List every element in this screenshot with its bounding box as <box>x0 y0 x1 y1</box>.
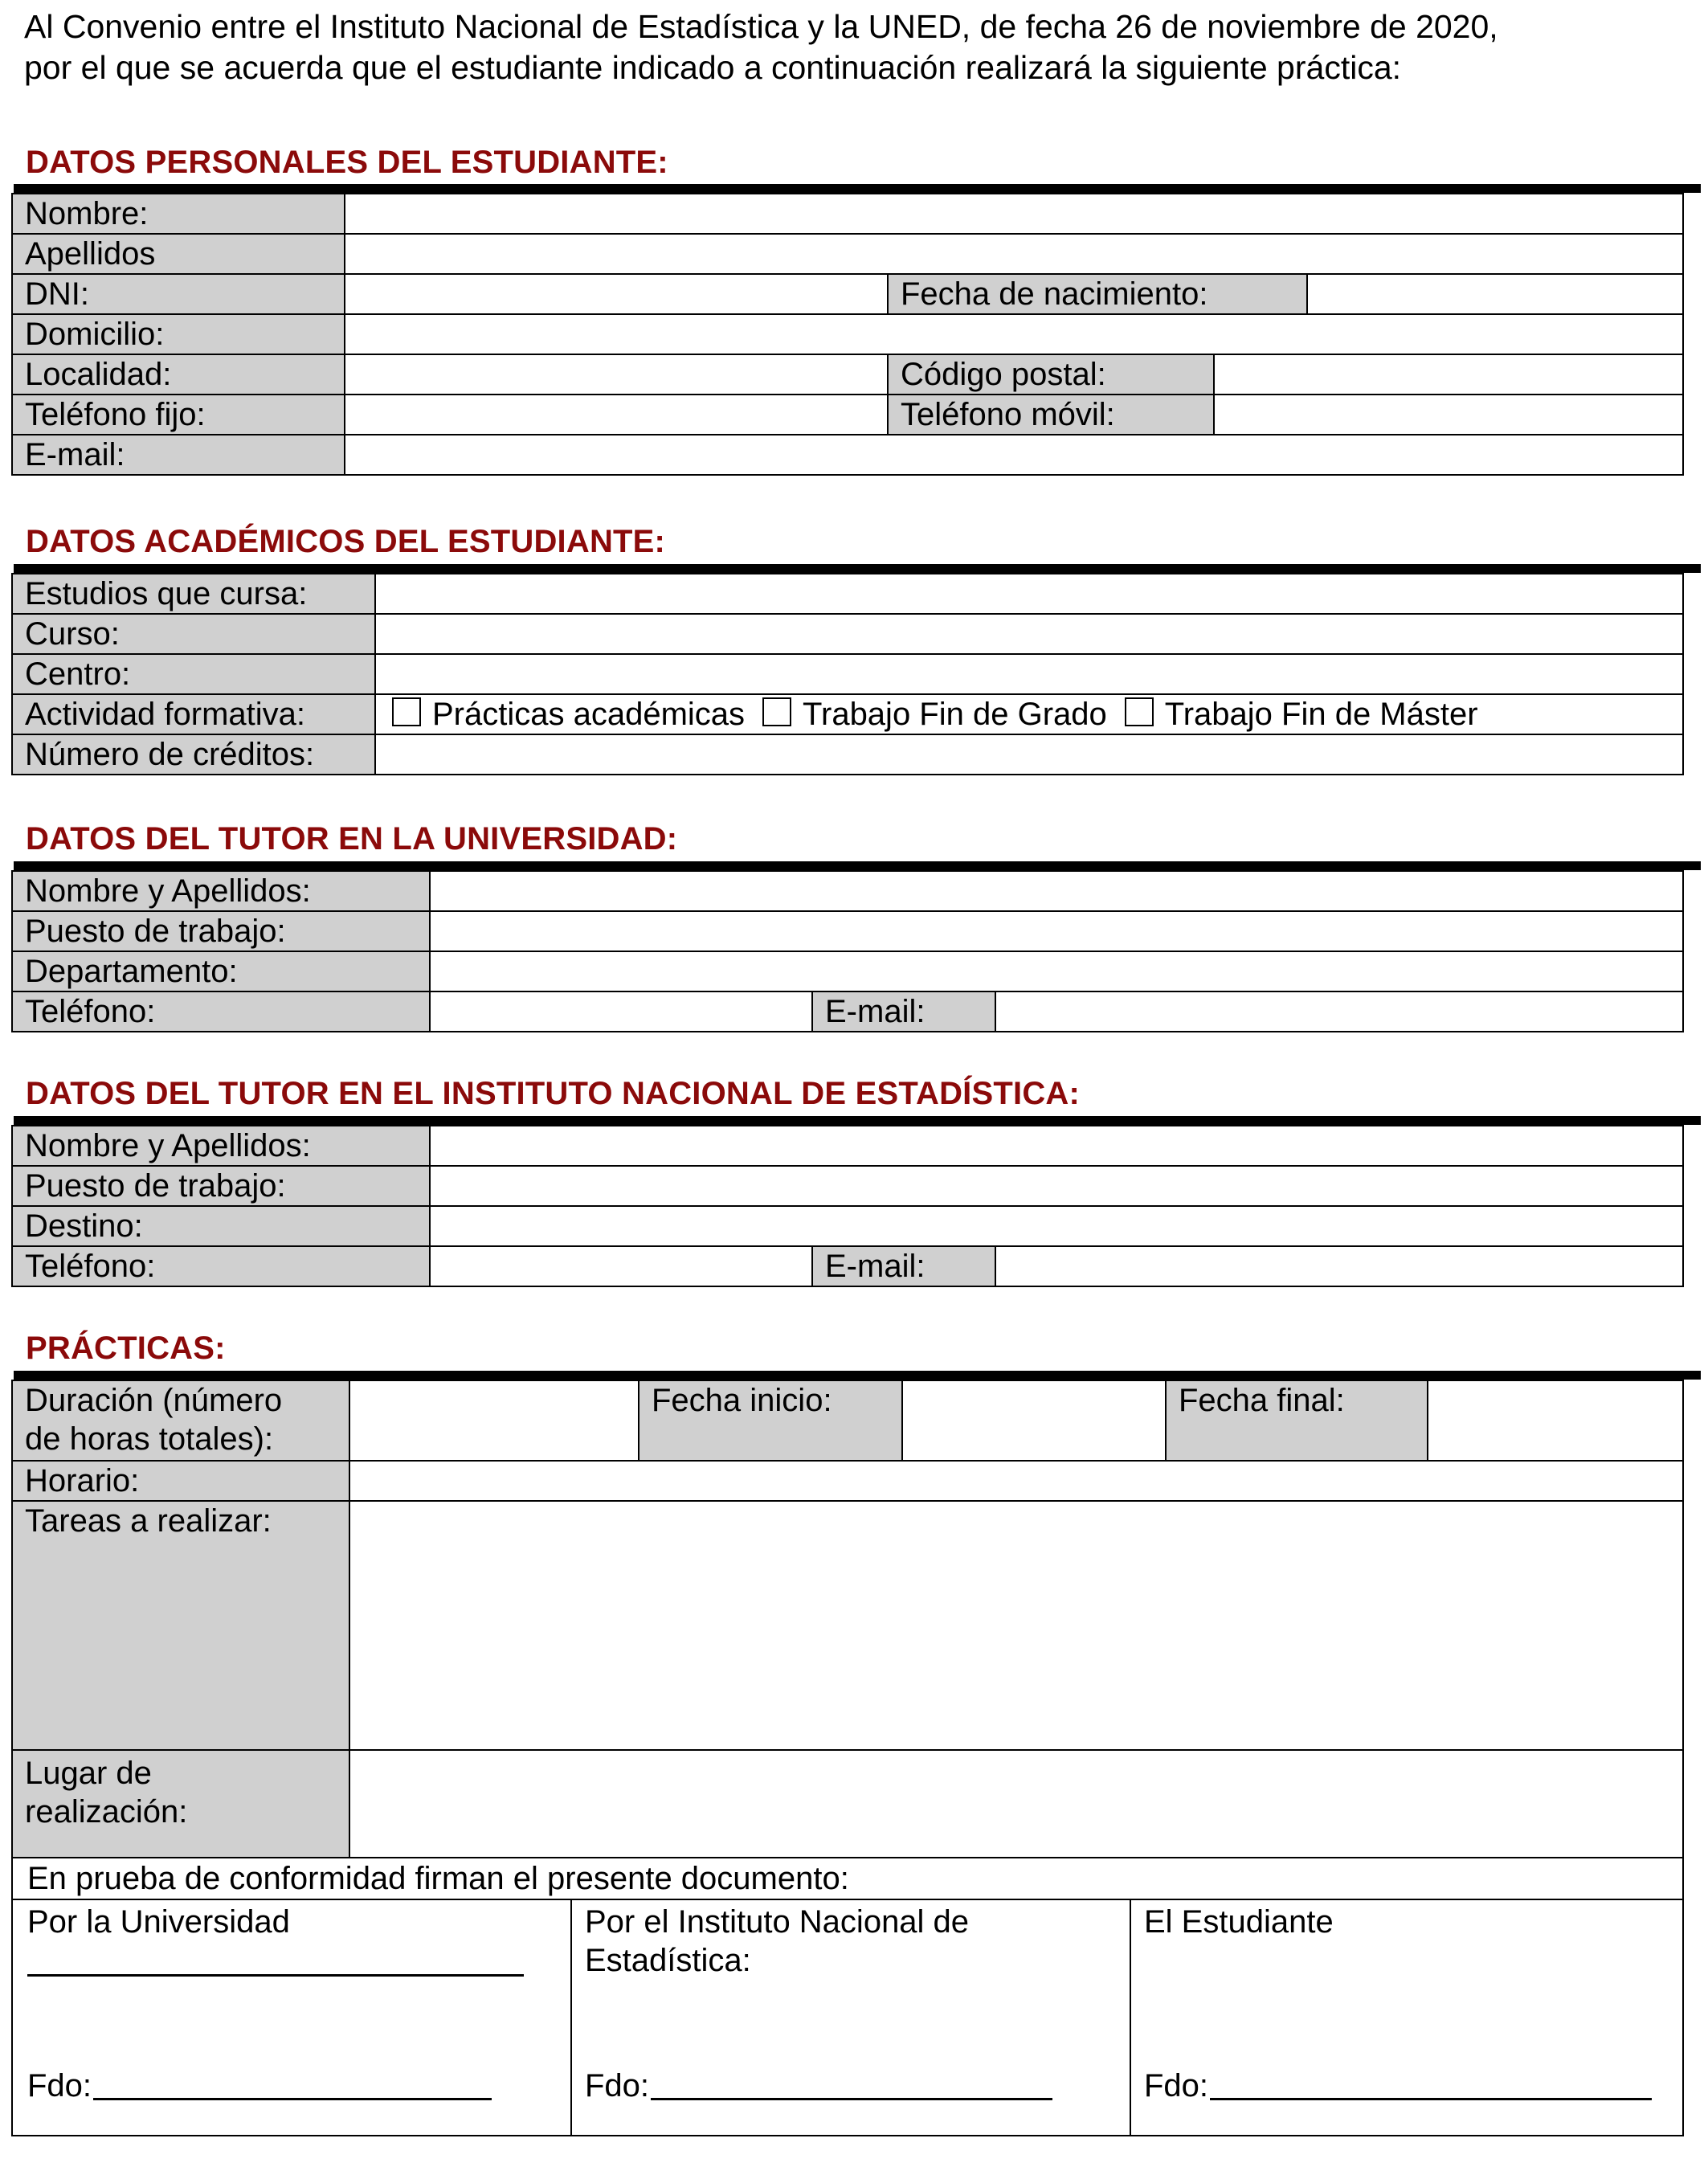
option-label: Trabajo Fin de Máster <box>1164 697 1478 732</box>
localidad-field[interactable] <box>344 354 889 395</box>
conformidad-row <box>11 1857 1684 1900</box>
signature-label-ine-2: Estadística: <box>585 1943 751 1978</box>
label-tutor-ine-email: E-mail: <box>811 1245 996 1287</box>
label-tutor-ine-puesto: Puesto de trabajo: <box>11 1165 431 1207</box>
section-heading-tutor-uni: DATOS DEL TUTOR EN LA UNIVERSIDAD: <box>26 821 678 857</box>
label-duracion <box>11 1380 350 1462</box>
label-estudios: Estudios que cursa: <box>11 573 376 615</box>
telefono-movil-field[interactable] <box>1213 394 1684 435</box>
section-rule <box>14 1371 1701 1380</box>
apellidos-field[interactable] <box>344 233 1684 275</box>
signature-box-universidad[interactable] <box>11 1899 572 2136</box>
option-label: Prácticas académicas <box>432 697 746 732</box>
section-rule <box>14 861 1701 870</box>
fdo-label: Fdo: <box>27 2068 92 2104</box>
label-email: E-mail: <box>11 434 345 476</box>
option-label: Trabajo Fin de Grado <box>803 697 1107 732</box>
actividad-options <box>374 693 1684 735</box>
fdo-line <box>1210 2098 1652 2100</box>
signature-label-universidad: Por la Universidad <box>27 1904 290 1940</box>
tutor-ine-puesto-field[interactable] <box>429 1165 1684 1207</box>
checkbox-practicas[interactable] <box>392 697 421 726</box>
label-tutor-uni-nombre: Nombre y Apellidos: <box>11 870 431 912</box>
checkbox-tfm[interactable] <box>1125 697 1154 726</box>
label-telefono-movil: Teléfono móvil: <box>887 394 1215 435</box>
fdo-label: Fdo: <box>585 2068 650 2104</box>
label-lugar <box>11 1749 350 1858</box>
label-tutor-ine-nombre: Nombre y Apellidos: <box>11 1125 431 1167</box>
label-tutor-ine-destino: Destino: <box>11 1205 431 1247</box>
dni-field[interactable] <box>344 273 889 315</box>
section-rule <box>14 1116 1701 1125</box>
label-dni: DNI: <box>11 273 345 315</box>
conformidad-text: En prueba de conformidad firman el presente documento: <box>27 1861 849 1896</box>
label-fecha-final: Fecha final: <box>1165 1380 1428 1462</box>
label-lugar-line-2: realización: <box>25 1794 188 1830</box>
label-creditos: Número de créditos: <box>11 734 376 775</box>
signature-line <box>27 1974 524 1977</box>
option-tfm[interactable] <box>1125 695 1478 734</box>
fdo-line <box>93 2098 492 2100</box>
lugar-field[interactable] <box>349 1749 1684 1858</box>
label-tutor-uni-departamento: Departamento: <box>11 951 431 992</box>
fdo-line <box>651 2098 1052 2100</box>
label-tutor-uni-puesto: Puesto de trabajo: <box>11 910 431 952</box>
tutor-uni-telefono-field[interactable] <box>429 991 813 1032</box>
intro-line-1: Al Convenio entre el Instituto Nacional de Estadística y la UNED, de fecha 26 de noviembre de 2020, <box>24 8 1498 45</box>
option-tfg[interactable] <box>762 695 1107 734</box>
label-tutor-uni-email: E-mail: <box>811 991 996 1032</box>
label-duracion-line-2: de horas totales): <box>25 1421 274 1457</box>
label-domicilio: Domicilio: <box>11 313 345 355</box>
section-heading-academic: DATOS ACADÉMICOS DEL ESTUDIANTE: <box>26 524 666 559</box>
signature-label-ine-1: Por el Instituto Nacional de <box>585 1904 970 1940</box>
label-tutor-ine-telefono: Teléfono: <box>11 1245 431 1287</box>
intro-line-2: por el que se acuerda que el estudiante indicado a continuación realizará la siguiente práctica: <box>24 49 1402 86</box>
section-rule <box>14 184 1701 193</box>
horario-field[interactable] <box>349 1460 1684 1502</box>
label-actividad: Actividad formativa: <box>11 693 376 735</box>
label-localidad: Localidad: <box>11 354 345 395</box>
fecha-final-field[interactable] <box>1427 1380 1684 1462</box>
centro-field[interactable] <box>374 653 1684 695</box>
label-curso: Curso: <box>11 613 376 655</box>
signature-box-estudiante[interactable] <box>1130 1899 1684 2136</box>
label-tutor-uni-telefono: Teléfono: <box>11 991 431 1032</box>
signature-label-estudiante: El Estudiante <box>1144 1904 1334 1940</box>
domicilio-field[interactable] <box>344 313 1684 355</box>
label-telefono-fijo: Teléfono fijo: <box>11 394 345 435</box>
tutor-ine-nombre-field[interactable] <box>429 1125 1684 1167</box>
section-heading-personal: DATOS PERSONALES DEL ESTUDIANTE: <box>26 145 668 180</box>
label-fecha-inicio: Fecha inicio: <box>638 1380 903 1462</box>
estudios-field[interactable] <box>374 573 1684 615</box>
nombre-field[interactable] <box>344 193 1684 235</box>
label-lugar-line-1: Lugar de <box>25 1756 152 1791</box>
email-field[interactable] <box>344 434 1684 476</box>
label-fecha-nacimiento: Fecha de nacimiento: <box>887 273 1308 315</box>
section-heading-practicas: PRÁCTICAS: <box>26 1331 226 1366</box>
label-centro: Centro: <box>11 653 376 695</box>
telefono-fijo-field[interactable] <box>344 394 889 435</box>
tutor-uni-email-field[interactable] <box>995 991 1684 1032</box>
label-duracion-line-1: Duración (número <box>25 1383 283 1418</box>
signature-box-ine[interactable] <box>570 1899 1131 2136</box>
tutor-uni-puesto-field[interactable] <box>429 910 1684 952</box>
label-nombre: Nombre: <box>11 193 345 235</box>
creditos-field[interactable] <box>374 734 1684 775</box>
section-heading-tutor-ine: DATOS DEL TUTOR EN EL INSTITUTO NACIONAL DE ESTADÍSTICA: <box>26 1076 1081 1111</box>
duracion-field[interactable] <box>349 1380 639 1462</box>
tutor-ine-destino-field[interactable] <box>429 1205 1684 1247</box>
tutor-uni-nombre-field[interactable] <box>429 870 1684 912</box>
codigo-postal-field[interactable] <box>1213 354 1684 395</box>
checkbox-tfg[interactable] <box>762 697 791 726</box>
section-rule <box>14 564 1701 573</box>
fdo-label: Fdo: <box>1144 2068 1209 2104</box>
tutor-ine-telefono-field[interactable] <box>429 1245 813 1287</box>
fecha-nacimiento-field[interactable] <box>1306 273 1684 315</box>
fecha-inicio-field[interactable] <box>901 1380 1167 1462</box>
curso-field[interactable] <box>374 613 1684 655</box>
tareas-field[interactable] <box>349 1500 1684 1751</box>
label-apellidos: Apellidos <box>11 233 345 275</box>
label-horario: Horario: <box>11 1460 350 1502</box>
intro-text <box>24 6 1498 88</box>
option-practicas[interactable] <box>392 695 745 734</box>
tutor-uni-departamento-field[interactable] <box>429 951 1684 992</box>
label-tareas: Tareas a realizar: <box>11 1500 350 1751</box>
tutor-ine-email-field[interactable] <box>995 1245 1684 1287</box>
label-codigo-postal: Código postal: <box>887 354 1215 395</box>
